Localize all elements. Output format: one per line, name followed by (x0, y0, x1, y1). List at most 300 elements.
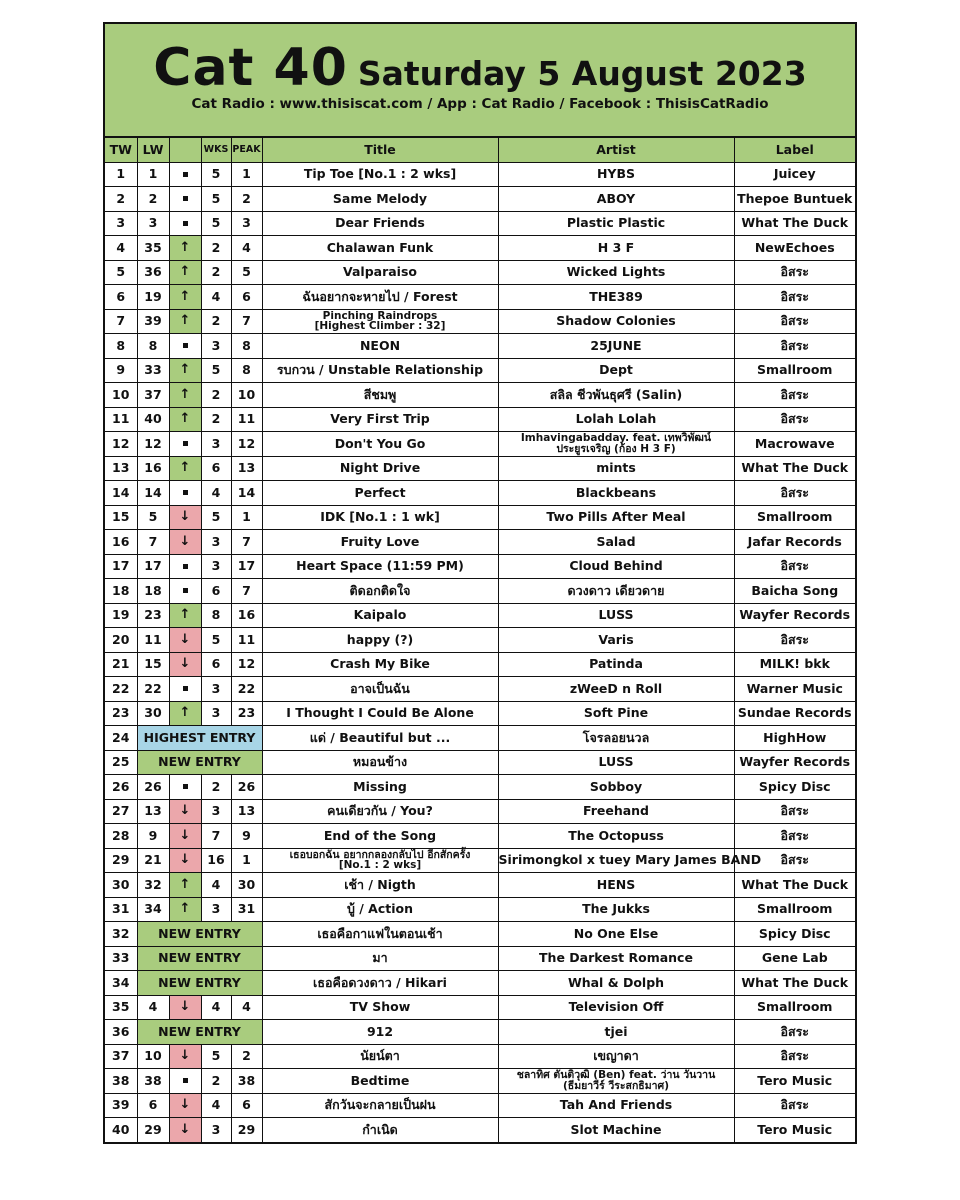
artist-cell (498, 1069, 734, 1094)
no-change-icon (183, 588, 188, 593)
title-cell: Fruity Love (262, 530, 498, 555)
wks-cell: 4 (201, 995, 231, 1020)
title-cell: เธอคือดวงดาว / Hikari (262, 971, 498, 996)
lw-cell: 34 (137, 897, 169, 922)
chart-header (105, 24, 855, 138)
arrow-up-icon: ↑ (179, 901, 191, 917)
label-cell: อิสระ (734, 1044, 855, 1069)
label-cell: What The Duck (734, 456, 855, 481)
tw-cell: 17 (105, 554, 137, 579)
table-row (105, 628, 855, 653)
col-label: Label (734, 138, 855, 162)
movement-cell (169, 309, 201, 334)
tw-cell: 30 (105, 873, 137, 898)
tw-cell: 21 (105, 652, 137, 677)
movement-cell (169, 897, 201, 922)
artist-cell: Salad (498, 530, 734, 555)
wks-cell: 4 (201, 481, 231, 506)
artist-cell: Patinda (498, 652, 734, 677)
movement-cell (169, 260, 201, 285)
table-row (105, 260, 855, 285)
tw-cell: 10 (105, 383, 137, 408)
artist-cell: Shadow Colonies (498, 309, 734, 334)
lw-cell: 15 (137, 652, 169, 677)
title-cell: รบกวน / Unstable Relationship (262, 358, 498, 383)
movement-cell (169, 481, 201, 506)
tw-cell: 37 (105, 1044, 137, 1069)
artist-cell: Television Off (498, 995, 734, 1020)
artist-cell: THE389 (498, 285, 734, 310)
label-cell: Spicy Disc (734, 922, 855, 947)
movement-cell (169, 995, 201, 1020)
artist-cell: Cloud Behind (498, 554, 734, 579)
lw-cell: 16 (137, 456, 169, 481)
wks-cell: 2 (201, 407, 231, 432)
tw-cell: 27 (105, 799, 137, 824)
title-cell: Missing (262, 775, 498, 800)
wks-cell: 2 (201, 1069, 231, 1094)
lw-cell: 7 (137, 530, 169, 555)
wks-cell: 4 (201, 285, 231, 310)
tw-cell: 19 (105, 603, 137, 628)
movement-cell (169, 432, 201, 457)
wks-cell: 6 (201, 652, 231, 677)
tw-cell: 6 (105, 285, 137, 310)
entry-badge: NEW ENTRY (137, 750, 262, 775)
peak-cell: 4 (231, 236, 262, 261)
tw-cell: 29 (105, 848, 137, 873)
label-cell: Smallroom (734, 505, 855, 530)
movement-cell (169, 799, 201, 824)
tw-cell: 2 (105, 187, 137, 212)
lw-cell: 30 (137, 701, 169, 726)
artist-cell: Two Pills After Meal (498, 505, 734, 530)
artist-cell: Slot Machine (498, 1118, 734, 1142)
tw-cell: 1 (105, 162, 137, 187)
table-row (105, 1020, 855, 1045)
table-row (105, 995, 855, 1020)
title-cell: บู้ / Action (262, 897, 498, 922)
artist-cell: Blackbeans (498, 481, 734, 506)
movement-cell (169, 1093, 201, 1118)
title-cell: Crash My Bike (262, 652, 498, 677)
title-cell: Very First Trip (262, 407, 498, 432)
artist-cell: Varis (498, 628, 734, 653)
lw-cell: 37 (137, 383, 169, 408)
wks-cell: 6 (201, 579, 231, 604)
title-cell: กำเนิด (262, 1118, 498, 1142)
peak-cell: 7 (231, 309, 262, 334)
peak-cell: 17 (231, 554, 262, 579)
table-row (105, 530, 855, 555)
arrow-down-icon: ↓ (179, 1048, 191, 1064)
table-row (105, 456, 855, 481)
wks-cell: 3 (201, 1118, 231, 1142)
artist-cell: Sobboy (498, 775, 734, 800)
arrow-up-icon: ↑ (179, 460, 191, 476)
table-row (105, 554, 855, 579)
wks-cell: 3 (201, 799, 231, 824)
tw-cell: 34 (105, 971, 137, 996)
label-cell: อิสระ (734, 309, 855, 334)
title-cell: Bedtime (262, 1069, 498, 1094)
artist-cell: The Octopuss (498, 824, 734, 849)
tw-cell: 40 (105, 1118, 137, 1142)
lw-cell: 19 (137, 285, 169, 310)
tw-cell: 32 (105, 922, 137, 947)
peak-cell: 3 (231, 211, 262, 236)
title-cell: TV Show (262, 995, 498, 1020)
artist-cell: H 3 F (498, 236, 734, 261)
movement-cell (169, 383, 201, 408)
tw-cell: 18 (105, 579, 137, 604)
table-row (105, 971, 855, 996)
movement-cell (169, 1044, 201, 1069)
title-cell-line2: [No.1 : 2 wks] (338, 859, 422, 872)
artist-cell: The Darkest Romance (498, 946, 734, 971)
title-cell: Dear Friends (262, 211, 498, 236)
wks-cell: 3 (201, 334, 231, 359)
label-cell: What The Duck (734, 873, 855, 898)
arrow-down-icon: ↓ (179, 1121, 191, 1137)
peak-cell: 7 (231, 530, 262, 555)
peak-cell: 2 (231, 1044, 262, 1069)
table-row (105, 1118, 855, 1142)
artist-cell: HENS (498, 873, 734, 898)
wks-cell: 5 (201, 1044, 231, 1069)
lw-cell: 11 (137, 628, 169, 653)
tw-cell: 23 (105, 701, 137, 726)
label-cell: อิสระ (734, 1093, 855, 1118)
wks-cell: 5 (201, 211, 231, 236)
lw-cell: 33 (137, 358, 169, 383)
title-cell (262, 309, 498, 334)
table-row (105, 775, 855, 800)
no-change-icon (183, 784, 188, 789)
tw-cell: 35 (105, 995, 137, 1020)
no-change-icon (183, 490, 188, 495)
arrow-up-icon: ↑ (179, 313, 191, 329)
title-cell: IDK [No.1 : 1 wk] (262, 505, 498, 530)
lw-cell: 23 (137, 603, 169, 628)
artist-cell: สลิล ชีวพันธุศรี (Salin) (498, 383, 734, 408)
movement-cell (169, 603, 201, 628)
peak-cell: 12 (231, 432, 262, 457)
tw-cell: 36 (105, 1020, 137, 1045)
peak-cell: 26 (231, 775, 262, 800)
movement-cell (169, 285, 201, 310)
lw-cell: 35 (137, 236, 169, 261)
tw-cell: 28 (105, 824, 137, 849)
table-row (105, 505, 855, 530)
table-row (105, 946, 855, 971)
artist-cell: Tah And Friends (498, 1093, 734, 1118)
arrow-up-icon: ↑ (179, 239, 191, 255)
table-row (105, 726, 855, 751)
peak-cell: 16 (231, 603, 262, 628)
no-change-icon (183, 1078, 188, 1083)
artist-cell: Soft Pine (498, 701, 734, 726)
title-cell: เธอคือกาแฟในตอนเช้า (262, 922, 498, 947)
lw-cell: 3 (137, 211, 169, 236)
table-row (105, 407, 855, 432)
peak-cell: 11 (231, 407, 262, 432)
title-cell: Same Melody (262, 187, 498, 212)
lw-cell: 36 (137, 260, 169, 285)
peak-cell: 1 (231, 848, 262, 873)
no-change-icon (183, 686, 188, 691)
arrow-down-icon: ↓ (179, 1097, 191, 1113)
title-cell-line2: [Highest Climber : 32] (314, 320, 446, 333)
tw-cell: 8 (105, 334, 137, 359)
arrow-down-icon: ↓ (179, 999, 191, 1015)
tw-cell: 9 (105, 358, 137, 383)
table-row (105, 1044, 855, 1069)
label-cell: Macrowave (734, 432, 855, 457)
title-cell: มา (262, 946, 498, 971)
tw-cell: 15 (105, 505, 137, 530)
lw-cell: 1 (137, 162, 169, 187)
title-cell: Tip Toe [No.1 : 2 wks] (262, 162, 498, 187)
wks-cell: 2 (201, 236, 231, 261)
title-cell: นัยน์ตา (262, 1044, 498, 1069)
artist-cell-line1: ชลาทิศ ตันติวุฒิ (Ben) feat. ว่าน วันวาน (516, 1069, 716, 1082)
peak-cell: 10 (231, 383, 262, 408)
table-row (105, 1093, 855, 1118)
label-cell: Tero Music (734, 1118, 855, 1142)
no-change-icon (183, 564, 188, 569)
wks-cell: 3 (201, 554, 231, 579)
entry-badge: HIGHEST ENTRY (137, 726, 262, 751)
table-row (105, 579, 855, 604)
label-cell: Sundae Records (734, 701, 855, 726)
title-cell: เช้า / Nigth (262, 873, 498, 898)
artist-cell: Plastic Plastic (498, 211, 734, 236)
lw-cell: 14 (137, 481, 169, 506)
peak-cell: 13 (231, 799, 262, 824)
movement-cell (169, 848, 201, 873)
title-cell: Night Drive (262, 456, 498, 481)
label-cell: What The Duck (734, 971, 855, 996)
tw-cell: 7 (105, 309, 137, 334)
lw-cell: 12 (137, 432, 169, 457)
title-cell: สักวันจะกลายเป็นฝน (262, 1093, 498, 1118)
table-row (105, 897, 855, 922)
col-peak: PEAK (231, 138, 262, 162)
col-title: Title (262, 138, 498, 162)
movement-cell (169, 456, 201, 481)
wks-cell: 4 (201, 1093, 231, 1118)
lw-cell: 32 (137, 873, 169, 898)
artist-cell (498, 432, 734, 457)
table-row (105, 285, 855, 310)
label-cell: Tero Music (734, 1069, 855, 1094)
artist-cell: Sirimongkol x tuey Mary James BAND (498, 848, 734, 873)
peak-cell: 29 (231, 1118, 262, 1142)
peak-cell: 6 (231, 1093, 262, 1118)
arrow-up-icon: ↑ (179, 411, 191, 427)
chart-sheet (103, 22, 857, 1144)
wks-cell: 3 (201, 897, 231, 922)
artist-cell: zWeeD n Roll (498, 677, 734, 702)
artist-cell-line2: ประยูรเจริญ (ก้อง H 3 F) (556, 442, 676, 455)
title-cell: Perfect (262, 481, 498, 506)
title-cell: Don't You Go (262, 432, 498, 457)
label-cell: อิสระ (734, 481, 855, 506)
wks-cell: 2 (201, 309, 231, 334)
artist-cell: HYBS (498, 162, 734, 187)
entry-badge: NEW ENTRY (137, 971, 262, 996)
table-row (105, 799, 855, 824)
title-cell (262, 848, 498, 873)
wks-cell: 8 (201, 603, 231, 628)
label-cell: Wayfer Records (734, 750, 855, 775)
arrow-down-icon: ↓ (179, 509, 191, 525)
artist-cell-line2: (ธีมยาวีร์ วีระสกธิมาศ) (563, 1079, 669, 1092)
movement-cell (169, 187, 201, 212)
tw-cell: 13 (105, 456, 137, 481)
label-cell: อิสระ (734, 285, 855, 310)
header-row (105, 138, 855, 162)
lw-cell: 10 (137, 1044, 169, 1069)
tw-cell: 33 (105, 946, 137, 971)
table-row (105, 432, 855, 457)
title-cell: ติดอกติดใจ (262, 579, 498, 604)
label-cell: NewEchoes (734, 236, 855, 261)
title-cell-line1: เธอบอกฉัน อยากกลองกลับไป อีกสักครั้ง (289, 848, 471, 861)
label-cell: อิสระ (734, 1020, 855, 1045)
arrow-up-icon: ↑ (179, 362, 191, 378)
lw-cell: 18 (137, 579, 169, 604)
label-cell: อิสระ (734, 407, 855, 432)
label-cell: Warner Music (734, 677, 855, 702)
artist-cell: ABOY (498, 187, 734, 212)
title-cell: Valparaiso (262, 260, 498, 285)
arrow-down-icon: ↓ (179, 656, 191, 672)
wks-cell: 3 (201, 701, 231, 726)
artist-cell-line1: Imhavingabadday. feat. เทพวิพัฒน์ (520, 432, 712, 445)
arrow-up-icon: ↑ (179, 288, 191, 304)
movement-cell (169, 554, 201, 579)
entry-badge: NEW ENTRY (137, 1020, 262, 1045)
artist-cell: Wicked Lights (498, 260, 734, 285)
tw-cell: 22 (105, 677, 137, 702)
arrow-up-icon: ↑ (179, 607, 191, 623)
wks-cell: 2 (201, 383, 231, 408)
col-move (169, 138, 201, 162)
title-cell: อาจเป็นฉัน (262, 677, 498, 702)
label-cell: อิสระ (734, 799, 855, 824)
table-row (105, 677, 855, 702)
label-cell: Juicey (734, 162, 855, 187)
label-cell: What The Duck (734, 211, 855, 236)
tw-cell: 39 (105, 1093, 137, 1118)
label-cell: HighHow (734, 726, 855, 751)
table-row (105, 824, 855, 849)
title-cell: Kaipalo (262, 603, 498, 628)
wks-cell: 5 (201, 187, 231, 212)
no-change-icon (183, 441, 188, 446)
tw-cell: 31 (105, 897, 137, 922)
wks-cell: 3 (201, 677, 231, 702)
title-cell-line1: Pinching Raindrops (322, 309, 438, 322)
peak-cell: 14 (231, 481, 262, 506)
movement-cell (169, 1118, 201, 1142)
lw-cell: 39 (137, 309, 169, 334)
chart-table (105, 138, 855, 1142)
tw-cell: 3 (105, 211, 137, 236)
peak-cell: 30 (231, 873, 262, 898)
tw-cell: 25 (105, 750, 137, 775)
tw-cell: 24 (105, 726, 137, 751)
arrow-down-icon: ↓ (179, 803, 191, 819)
peak-cell: 12 (231, 652, 262, 677)
label-cell: Baicha Song (734, 579, 855, 604)
tw-cell: 12 (105, 432, 137, 457)
lw-cell: 38 (137, 1069, 169, 1094)
arrow-up-icon: ↑ (179, 876, 191, 892)
artist-cell: mints (498, 456, 734, 481)
peak-cell: 4 (231, 995, 262, 1020)
movement-cell (169, 358, 201, 383)
col-artist: Artist (498, 138, 734, 162)
lw-cell: 40 (137, 407, 169, 432)
label-cell: อิสระ (734, 628, 855, 653)
tw-cell: 26 (105, 775, 137, 800)
label-cell: Thepoe Buntuek (734, 187, 855, 212)
artist-cell: Whal & Dolph (498, 971, 734, 996)
lw-cell: 22 (137, 677, 169, 702)
title-cell: I Thought I Could Be Alone (262, 701, 498, 726)
artist-cell: ดวงดาว เดียวดาย (498, 579, 734, 604)
artist-cell: No One Else (498, 922, 734, 947)
movement-cell (169, 775, 201, 800)
peak-cell: 2 (231, 187, 262, 212)
label-cell: อิสระ (734, 824, 855, 849)
peak-cell: 1 (231, 162, 262, 187)
table-row (105, 358, 855, 383)
label-cell: Jafar Records (734, 530, 855, 555)
tw-cell: 20 (105, 628, 137, 653)
movement-cell (169, 579, 201, 604)
movement-cell (169, 211, 201, 236)
arrow-up-icon: ↑ (179, 386, 191, 402)
movement-cell (169, 824, 201, 849)
artist-cell: โจรลอยนวล (498, 726, 734, 751)
wks-cell: 3 (201, 530, 231, 555)
table-row (105, 848, 855, 873)
table-row (105, 334, 855, 359)
entry-badge: NEW ENTRY (137, 922, 262, 947)
title-cell: End of the Song (262, 824, 498, 849)
title-line (105, 38, 855, 98)
wks-cell: 2 (201, 775, 231, 800)
lw-cell: 8 (137, 334, 169, 359)
artist-cell: Freehand (498, 799, 734, 824)
peak-cell: 23 (231, 701, 262, 726)
tw-cell: 38 (105, 1069, 137, 1094)
col-lw: LW (137, 138, 169, 162)
movement-cell (169, 628, 201, 653)
no-change-icon (183, 196, 188, 201)
table-row (105, 922, 855, 947)
artist-cell: 25JUNE (498, 334, 734, 359)
label-cell: Spicy Disc (734, 775, 855, 800)
label-cell: อิสระ (734, 554, 855, 579)
artist-cell: Lolah Lolah (498, 407, 734, 432)
lw-cell: 5 (137, 505, 169, 530)
no-change-icon (183, 172, 188, 177)
